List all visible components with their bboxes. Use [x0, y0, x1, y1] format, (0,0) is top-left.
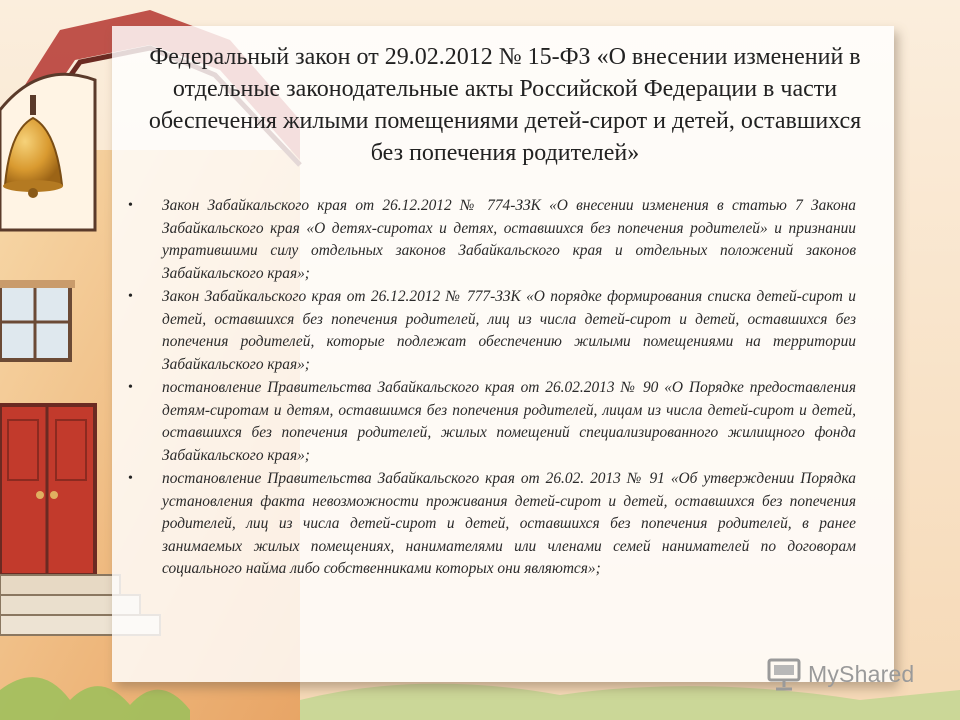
- list-item-text: постановление Правительства Забайкальского края от 26.02. 2013 № 91 «Об утверждении Порядка установления факта невозможности проживания детей-сирот и детей, оставшихся без попечения родителей, лиц из числа детей-сирот и детей, оставшихся без попечения родителей, в ранее занимаемых жилых помещениях, нанимателями или членами семей нанимателей по договорам социального найма либо собственниками которых они являются»;: [162, 470, 856, 577]
- bullet-dot: •: [128, 289, 133, 304]
- list-item-text: Закон Забайкальского края от 26.12.2012 № 774-ЗЗК «О внесении изменения в статью 7 Закона Забайкальского края «О детях-сиротах и детях, оставшихся без попечения родителей» и признании утратившими силу отдельных законов Забайкальского края и отдельных положений законов Забайкальского края»;: [162, 197, 856, 282]
- list-item-text: Закон Забайкальского края от 26.12.2012 № 777-ЗЗК «О порядке формирования списка детей-сирот и детей, оставшихся без попечения родителей, лиц из числа детей-сирот и детей, оставшихся без попечения родителей, которые подлежат обеспечению жилыми помещениями на территории Забайкальского края»;: [162, 288, 856, 373]
- projector-screen-icon: [766, 657, 802, 691]
- list-item: [126, 195, 856, 285]
- slide-title: Федеральный закон от 29.02.2012 № 15-ФЗ «О внесении изменений в отдельные законодательные акты Российской Федерации в части обеспечения жилыми помещениями детей-сирот и детей, оставшихся без попечения родителей»: [148, 44, 862, 166]
- house-door: [0, 405, 95, 575]
- bullet-dot: •: [128, 471, 133, 486]
- house-window: [0, 280, 75, 360]
- list-item: [126, 377, 856, 467]
- myshared-watermark: [766, 656, 914, 692]
- list-item-text: постановление Правительства Забайкальского края от 26.02.2013 № 90 «О Порядке предоставления детям-сиротам и детям, оставшимся без попечения родителей, лицам из числа детей-сирот и детей, оставшихся без попечения родителей, жилых помещений специализированного жилищного фонда Забайкальского края»;: [162, 379, 856, 464]
- bullet-list: [126, 195, 856, 582]
- bullet-dot: •: [128, 198, 133, 213]
- bullet-dot: •: [128, 380, 133, 395]
- list-item: [126, 286, 856, 376]
- watermark-text: MyShared: [808, 660, 915, 687]
- list-item: [126, 468, 856, 581]
